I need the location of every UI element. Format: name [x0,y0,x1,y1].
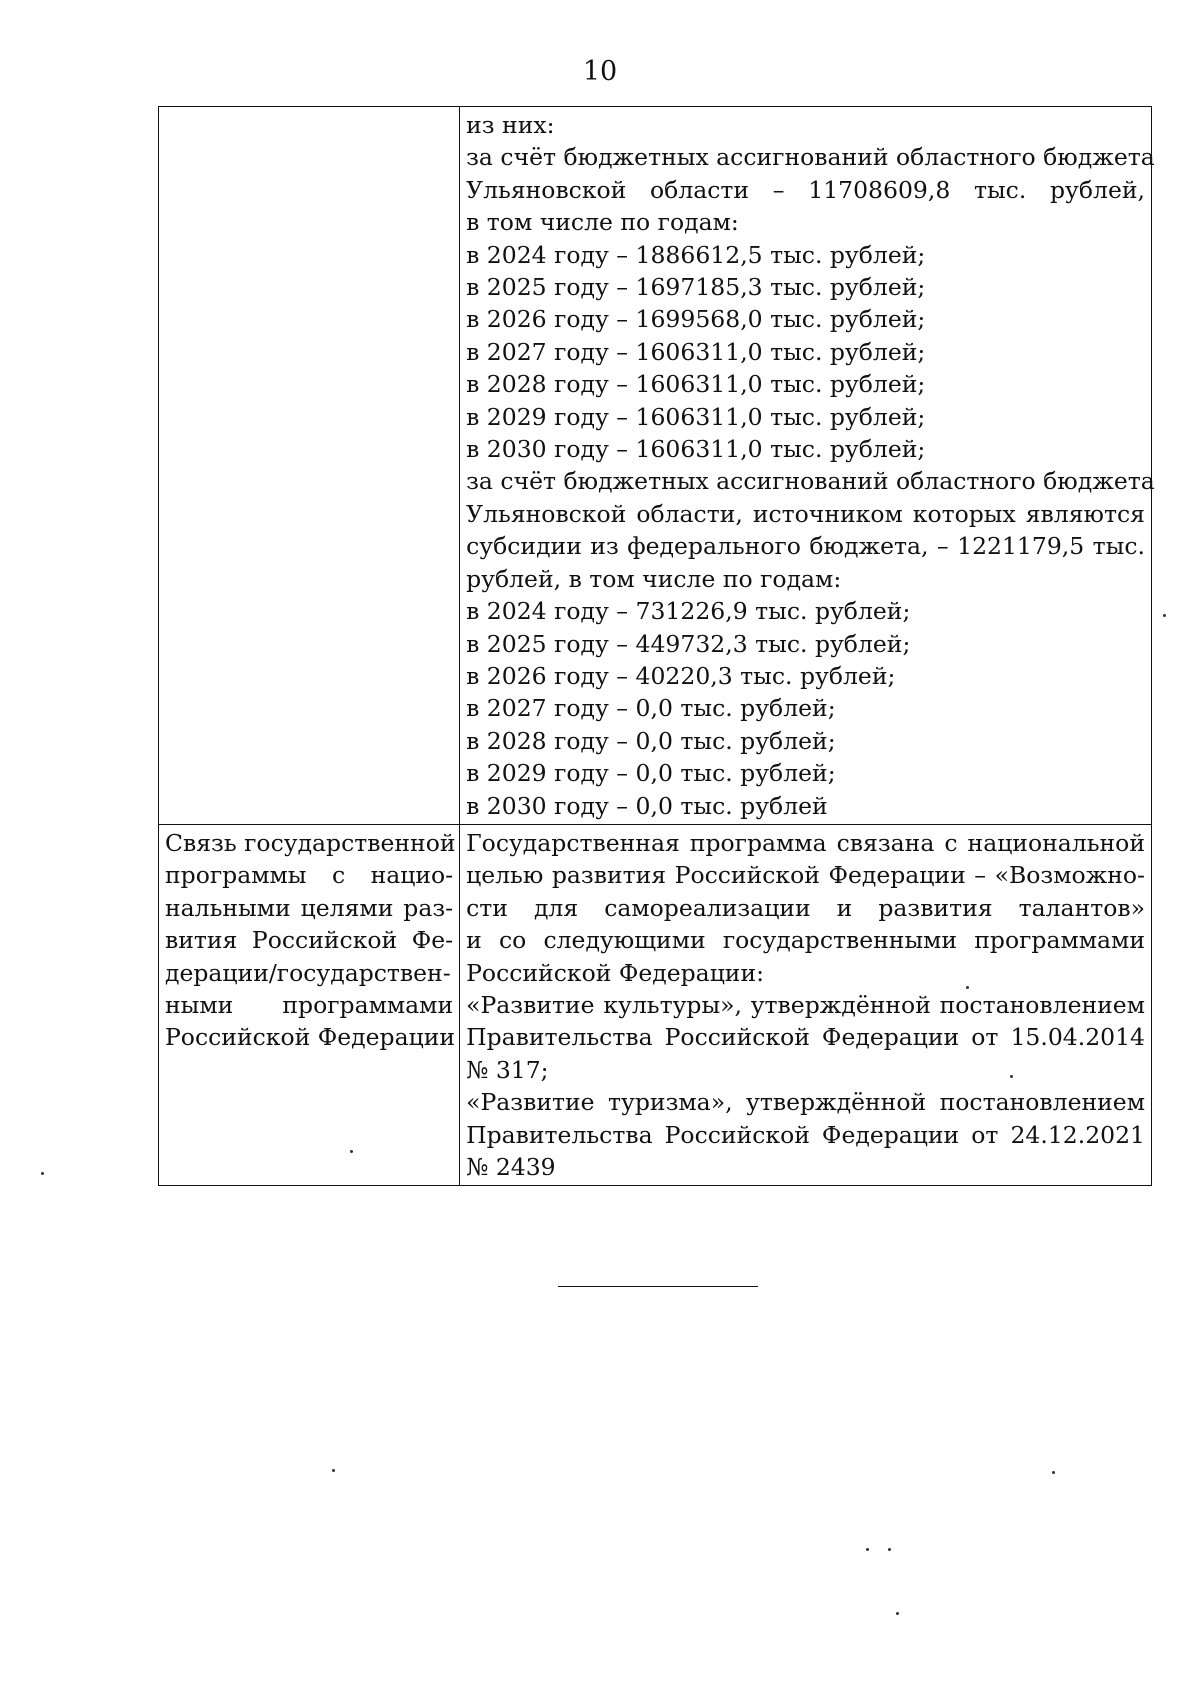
text-line: рублей, в том числе по годам: [466,564,842,593]
scan-speck [350,1150,353,1153]
text-line: Правительства Российской Федерации от 15.04.2014 [466,1023,1145,1052]
year-amount-line: в 2028 году – 0,0 тыс. рублей; [466,726,836,755]
text-line: № 317; [466,1055,549,1084]
year-amount-line: в 2025 году – 449732,3 тыс. рублей; [466,629,911,658]
year-amount-line: в 2024 году – 1886612,5 тыс. рублей; [466,240,926,269]
year-amount-line: в 2024 году – 731226,9 тыс. рублей; [466,597,911,626]
text-line: в том числе по годам: [466,208,739,237]
text-line: программы с нацио- [165,861,454,890]
scan-speck [1163,614,1166,617]
year-amount-line: в 2027 году – 1606311,0 тыс. рублей; [466,337,926,366]
year-amount-line: в 2026 году – 1699568,0 тыс. рублей; [466,305,926,334]
text-line: за счёт бюджетных ассигнований областного бюджета [466,467,1155,496]
page-number: 10 [582,56,618,87]
scan-speck [332,1469,335,1472]
scan-speck [866,1548,869,1551]
table-row-linkage [159,824,1152,1185]
passport-table [158,106,1155,1186]
text-line: субсидии из федерального бюджета, – 1221179,5 тыс. [466,532,1145,561]
text-line: целью развития Российской Федерации – «Возможно- [466,861,1145,890]
text-line: «Развитие культуры», утверждённой постановлением [466,990,1145,1019]
text-line: Ульяновской области, источником которых являются [466,499,1145,528]
scan-speck [1052,1471,1055,1474]
row2-right-cell [460,824,1152,1185]
year-amount-line: в 2026 году – 40220,3 тыс. рублей; [466,661,896,690]
text-line: ными программами [165,990,454,1019]
year-amount-line: в 2028 году – 1606311,0 тыс. рублей; [466,370,926,399]
text-line: Связь государственной [165,828,456,857]
scan-speck [888,1548,891,1551]
text-line: Государственная программа связана с национальной [466,828,1145,857]
text-line: дерации/государствен- [165,958,451,987]
text-line: из них: [466,111,555,139]
text-line: Российской Федерации: [466,958,765,987]
text-line: № 2439 [466,1153,556,1181]
scan-speck [896,1612,899,1615]
row1-right-cell [460,107,1155,825]
scan-speck [1010,1075,1013,1078]
year-amount-line: в 2030 году – 1606311,0 тыс. рублей; [466,435,926,464]
text-line: «Развитие туризма», утверждённой постановлением [466,1088,1145,1117]
text-line: сти для самореализации и развития талантов» [466,893,1145,922]
table-row-funding [159,107,1152,825]
year-amount-line: в 2030 году – 0,0 тыс. рублей [466,791,828,820]
row1-left-cell [159,107,460,825]
scan-speck [41,1172,44,1175]
year-amount-line: в 2027 году – 0,0 тыс. рублей; [466,694,836,723]
row2-left-cell [159,824,460,1185]
text-line: нальными целями раз- [165,893,454,922]
text-line: Правительства Российской Федерации от 24.12.2021 [466,1120,1145,1149]
text-line: вития Российской Фе- [165,926,454,955]
end-of-document-rule [558,1286,758,1287]
year-amount-line: в 2025 году – 1697185,3 тыс. рублей; [466,273,926,302]
text-line: Российской Федерации [165,1023,456,1052]
text-line: Ульяновской области – 11708609,8 тыс. рублей, [466,175,1145,204]
year-amount-line: в 2029 году – 0,0 тыс. рублей; [466,759,836,788]
scan-speck [966,986,969,989]
text-line: и со следующими государственными программами [466,926,1145,955]
year-amount-line: в 2029 году – 1606311,0 тыс. рублей; [466,402,926,431]
text-line: за счёт бюджетных ассигнований областного бюджета [466,143,1155,172]
